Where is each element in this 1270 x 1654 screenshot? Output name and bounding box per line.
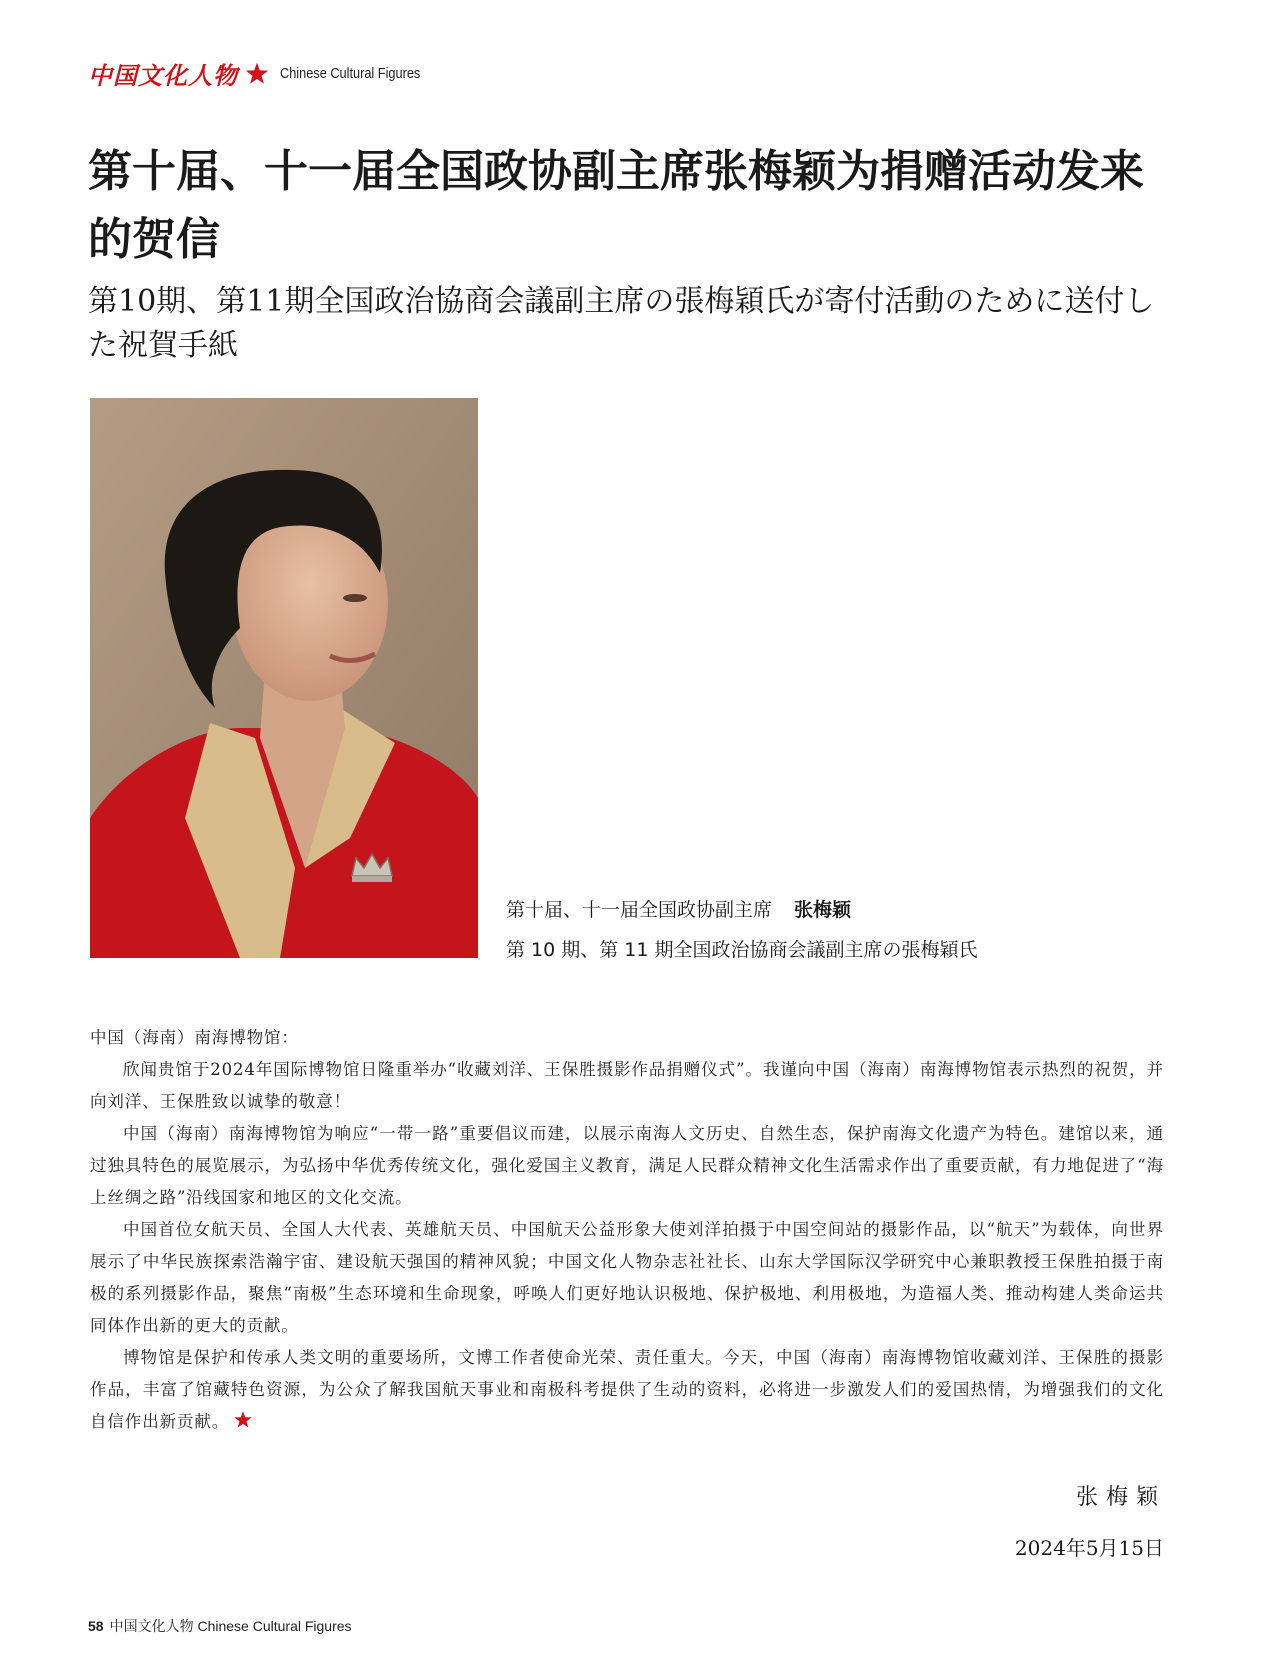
caption-role: 第十届、十一届全国政协副主席 <box>506 899 773 921</box>
brand-name-cn: 中国文化人物 <box>88 61 238 90</box>
letter-paragraph-text: 博物馆是保护和传承人类文明的重要场所，文博工作者使命光荣、责任重大。今天，中国（海南）南海博物馆收藏刘洋、王保胜的摄影作品，丰富了馆藏特色资源，为公众了解我国航天事业和南极科考提供了生动的资料，必将进一步激发人们的爱国热情，为增强我们的文化自信作出新贡献。 <box>90 1348 1164 1431</box>
caption-cn <box>506 890 978 930</box>
star-icon <box>244 61 270 87</box>
brand-name-en: Chinese Cultural Figures <box>280 65 421 82</box>
page-footer <box>88 1616 352 1636</box>
letter-body <box>90 1022 1164 1438</box>
article-title: 第十届、十一届全国政协副主席张梅颖为捐赠活动发来的贺信 <box>88 146 1144 265</box>
letter-paragraph: 欣闻贵馆于2024年国际博物馆日隆重举办“收藏刘洋、王保胜摄影作品捐赠仪式”。我谨向中国（海南）南海博物馆表示热烈的祝贺，并向刘洋、王保胜致以诚挚的敬意！ <box>90 1060 1164 1111</box>
letter-paragraph: 中国首位女航天员、全国人大代表、英雄航天员、中国航天公益形象大使刘洋拍摄于中国空间站的摄影作品，以“航天”为载体，向世界展示了中华民族探索浩瀚宇宙、建设航天强国的精神风貌；中国文化人物杂志社社长、山东大学国际汉学研究中心兼职教授王保胜拍摄于南极的系列摄影作品，聚焦“南极”生态环境和生命现象，呼唤人们更好地认识极地、保护极地、利用极地，为造福人类、推动构建人类命运共同体作出新的更大的贡献。 <box>90 1220 1164 1335</box>
footer-magazine: 中国文化人物 Chinese Cultural Figures <box>109 1618 352 1634</box>
caption-name: 张梅颖 <box>794 899 852 921</box>
photo-caption <box>506 890 978 970</box>
caption-ja: 第 10 期、第 11 期全国政治協商会議副主席の張梅穎氏 <box>506 939 978 961</box>
portrait-photo <box>90 398 478 958</box>
letter-paragraph: 中国（海南）南海博物馆为响应“一带一路”重要倡议而建，以展示南海人文历史、自然生态，保护南海文化遗产为特色。建馆以来，通过独具特色的展览展示，为弘扬中华优秀传统文化，强化爱国主义教育，满足人民群众精神文化生活需求作出了重要贡献，有力地促进了“海上丝绸之路”沿线国家和地区的文化交流。 <box>90 1124 1164 1207</box>
letter-signature: 张梅颖 <box>1075 1485 1166 1510</box>
letter-salutation: 中国（海南）南海博物馆： <box>90 1028 299 1047</box>
header-brand <box>88 56 445 91</box>
page-number: 58 <box>88 1618 104 1634</box>
letter-date: 2024年5月15日 <box>1014 1536 1164 1560</box>
letter-paragraph <box>90 1342 1164 1438</box>
article-subtitle-ja: 第10期、第11期全国政治協商会議副主席の張梅穎氏が寄付活動のために送付した祝賀手紙 <box>88 284 1155 363</box>
end-star-icon <box>233 1410 253 1430</box>
